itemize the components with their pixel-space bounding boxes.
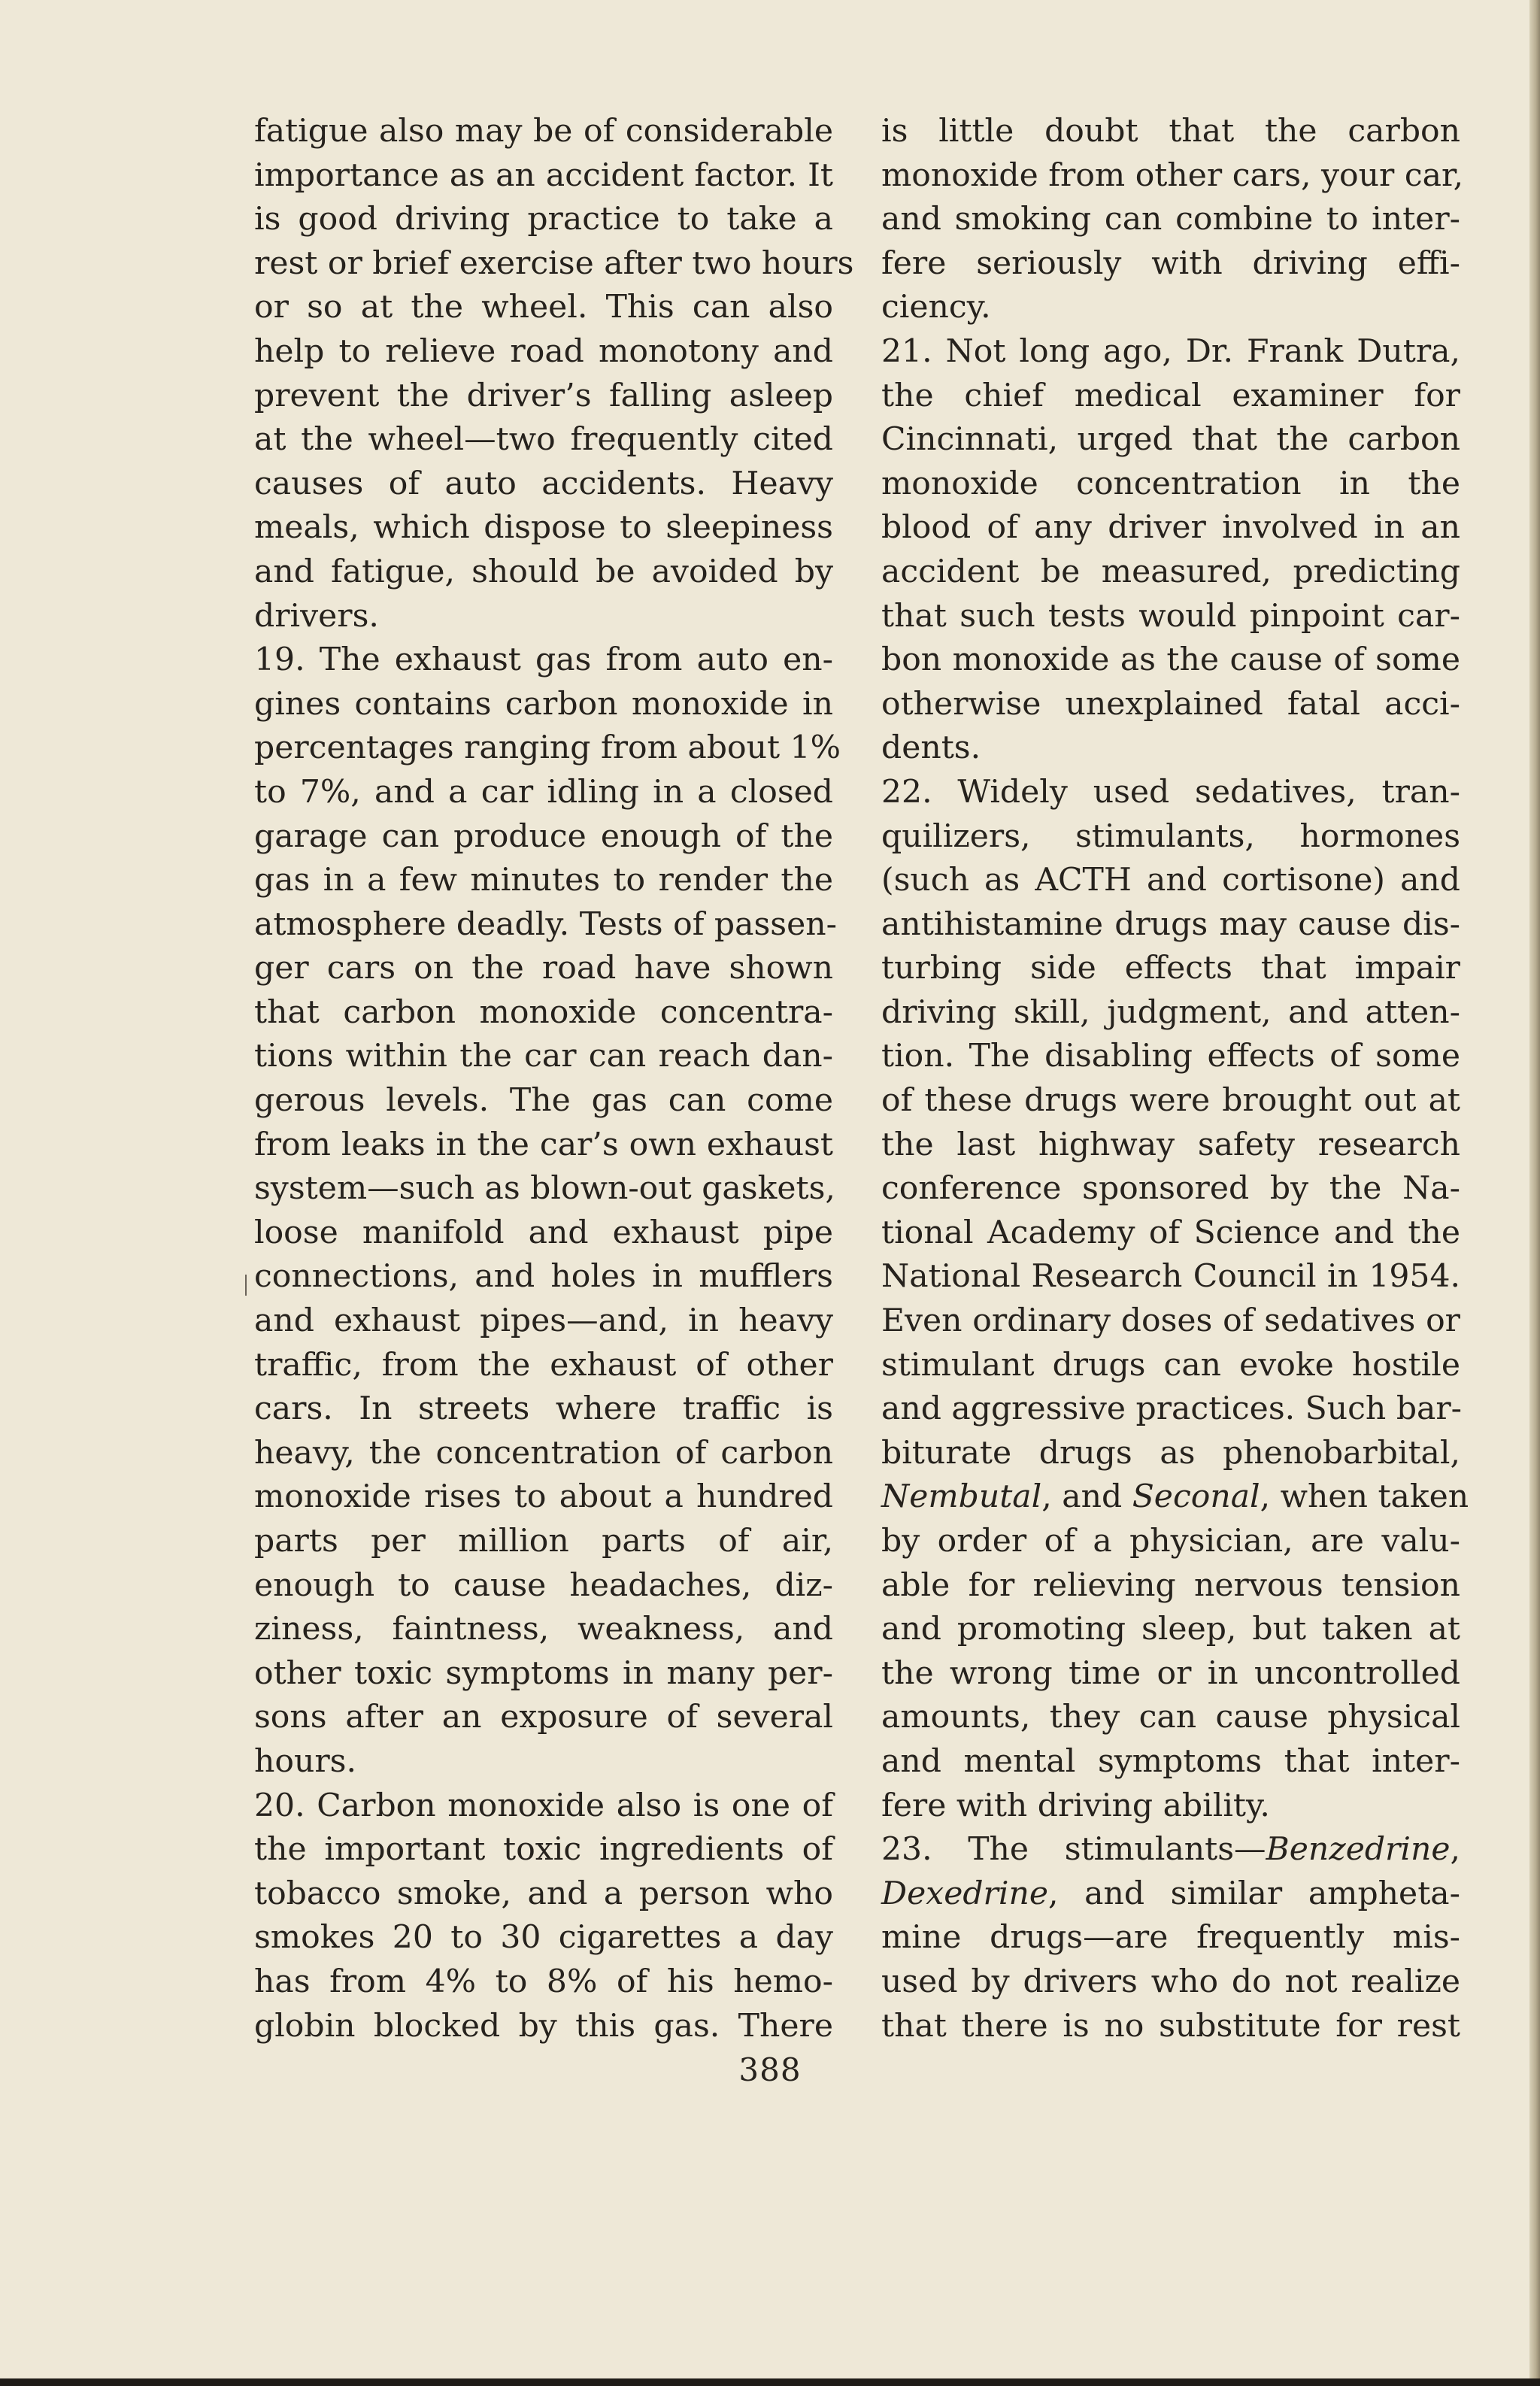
text-line: loose manifold and exhaust pipe [254, 1214, 833, 1251]
text-line: to 7%, and a car idling in a closed [254, 773, 833, 811]
text-line: is good driving practice to take a [254, 201, 833, 238]
text-line: conference sponsored by the Na- [881, 1170, 1460, 1208]
text-line: quilizers, stimulants, hormones [881, 817, 1460, 855]
text-line: blood of any driver involved in an [881, 509, 1460, 547]
text-line: ger cars on the road have shown [254, 950, 833, 987]
text-line: ziness, faintness, weakness, and [254, 1611, 833, 1648]
text-line: is little doubt that the carbon [881, 113, 1460, 150]
text-line: the important toxic ingredients of [254, 1831, 833, 1869]
text-line: used by drivers who do not realize [881, 1963, 1460, 2000]
text-line: otherwise unexplained fatal acci- [881, 685, 1460, 723]
text-line: the chief medical examiner for [881, 377, 1460, 414]
text-line: percentages ranging from about 1% [254, 729, 841, 767]
text-line: monoxide from other cars, your car, [881, 156, 1464, 194]
text-line: monoxide rises to about a hundred [254, 1478, 833, 1516]
text-line: smokes 20 to 30 cigarettes a day [254, 1919, 833, 1957]
text-line: causes of auto accidents. Heavy [254, 465, 833, 502]
text-line: heavy, the concentration of carbon [254, 1434, 833, 1472]
text-line: connections, and holes in mufflers [254, 1258, 833, 1296]
left-text-column [254, 110, 854, 2048]
page-number: 388 [738, 2051, 802, 2088]
text-line: cars. In streets where traffic is [254, 1390, 833, 1428]
right-text-column [881, 110, 1469, 2048]
text-line: tion. The disabling effects of some [881, 1038, 1460, 1075]
text-line: and mental symptoms that inter- [881, 1742, 1460, 1780]
text-line: that such tests would pinpoint car- [881, 597, 1460, 635]
text-line: gas in a few minutes to render the [254, 862, 833, 899]
text-line: 22. Widely used sedatives, tran- [881, 773, 1460, 811]
text-line: gerous levels. The gas can come [254, 1082, 833, 1120]
text-line: driving skill, judgment, and atten- [881, 993, 1460, 1031]
text-line: able for relieving nervous tension [881, 1566, 1460, 1604]
text-line: mine drugs—are frequently mis- [881, 1919, 1460, 1957]
text-line: 19. The exhaust gas from auto en- [254, 641, 833, 679]
text-line: 20. Carbon monoxide also is one of [254, 1787, 833, 1824]
text-line: biturate drugs as phenobarbital, [881, 1434, 1460, 1472]
text-line: traffic, from the exhaust of other [254, 1346, 833, 1384]
text-line: and promoting sleep, but taken at [881, 1611, 1460, 1648]
text-line: and exhaust pipes—and, in heavy [254, 1302, 833, 1340]
text-line: monoxide concentration in the [881, 465, 1460, 502]
text-line: Nembutal, and Seconal, when taken [881, 1478, 1469, 1516]
text-line: drivers. [254, 597, 379, 635]
page-edge-shadow [1529, 0, 1540, 2386]
text-line: ciency. [881, 289, 991, 326]
text-line: sons after an exposure of several [254, 1699, 833, 1736]
text-line: or so at the wheel. This can also [254, 289, 833, 326]
text-line: that there is no substitute for rest [881, 2007, 1460, 2045]
text-line: accident be measured, predicting [881, 553, 1460, 590]
text-line: at the wheel—two frequently cited [254, 421, 833, 459]
text-line: National Research Council in 1954. [881, 1258, 1460, 1296]
text-line: rest or brief exercise after two hours [254, 244, 854, 282]
text-line: 23. The stimulants—Benzedrine, [881, 1831, 1460, 1869]
text-line: garage can produce enough of the [254, 817, 833, 855]
text-line: and fatigue, should be avoided by [254, 553, 833, 590]
text-line: turbing side effects that impair [881, 950, 1460, 987]
text-line: hours. [254, 1742, 356, 1780]
text-line: the last highway safety research [881, 1126, 1460, 1163]
text-line: atmosphere deadly. Tests of passen- [254, 905, 837, 943]
text-line: help to relieve road monotony and [254, 332, 833, 370]
text-line: system—such as blown-out gaskets, [254, 1170, 835, 1208]
text-line: parts per million parts of air, [254, 1523, 833, 1560]
text-line: fatigue also may be of considerable [254, 113, 833, 150]
text-line: and aggressive practices. Such bar- [881, 1390, 1463, 1428]
text-line: meals, which dispose to sleepiness [254, 509, 833, 547]
text-line: prevent the driver’s falling asleep [254, 377, 833, 414]
text-line: fere seriously with driving effi- [881, 244, 1460, 282]
text-line: tions within the car can reach dan- [254, 1038, 833, 1075]
text-line: that carbon monoxide concentra- [254, 993, 833, 1031]
text-line: and smoking can combine to inter- [881, 201, 1460, 238]
text-line: has from 4% to 8% of his hemo- [254, 1963, 833, 2000]
text-line: Cincinnati, urged that the carbon [881, 421, 1460, 459]
text-line: stimulant drugs can evoke hostile [881, 1346, 1460, 1384]
text-line: the wrong time or in uncontrolled [881, 1654, 1460, 1692]
text-line: fere with driving ability. [881, 1787, 1270, 1824]
text-line: 21. Not long ago, Dr. Frank Dutra, [881, 332, 1460, 370]
text-line: (such as ACTH and cortisone) and [881, 862, 1460, 899]
margin-mark [245, 1275, 251, 1296]
text-line: Dexedrine, and similar ampheta- [881, 1875, 1460, 1912]
text-line: Even ordinary doses of sedatives or [881, 1302, 1460, 1340]
text-line: of these drugs were brought out at [881, 1082, 1460, 1120]
text-line: other toxic symptoms in many per- [254, 1654, 833, 1692]
text-line: from leaks in the car’s own exhaust [254, 1126, 833, 1163]
text-line: tobacco smoke, and a person who [254, 1875, 833, 1912]
text-line: amounts, they can cause physical [881, 1699, 1460, 1736]
text-line: tional Academy of Science and the [881, 1214, 1460, 1251]
text-line: gines contains carbon monoxide in [254, 685, 833, 723]
text-line: antihistamine drugs may cause dis- [881, 905, 1460, 943]
text-line: dents. [881, 729, 981, 767]
text-line: enough to cause headaches, diz- [254, 1566, 833, 1604]
text-line: globin blocked by this gas. There [254, 2007, 833, 2045]
text-line: bon monoxide as the cause of some [881, 641, 1460, 679]
text-line: by order of a physician, are valu- [881, 1523, 1460, 1560]
text-line: importance as an accident factor. It [254, 156, 833, 194]
page-bottom-edge [0, 2378, 1540, 2386]
